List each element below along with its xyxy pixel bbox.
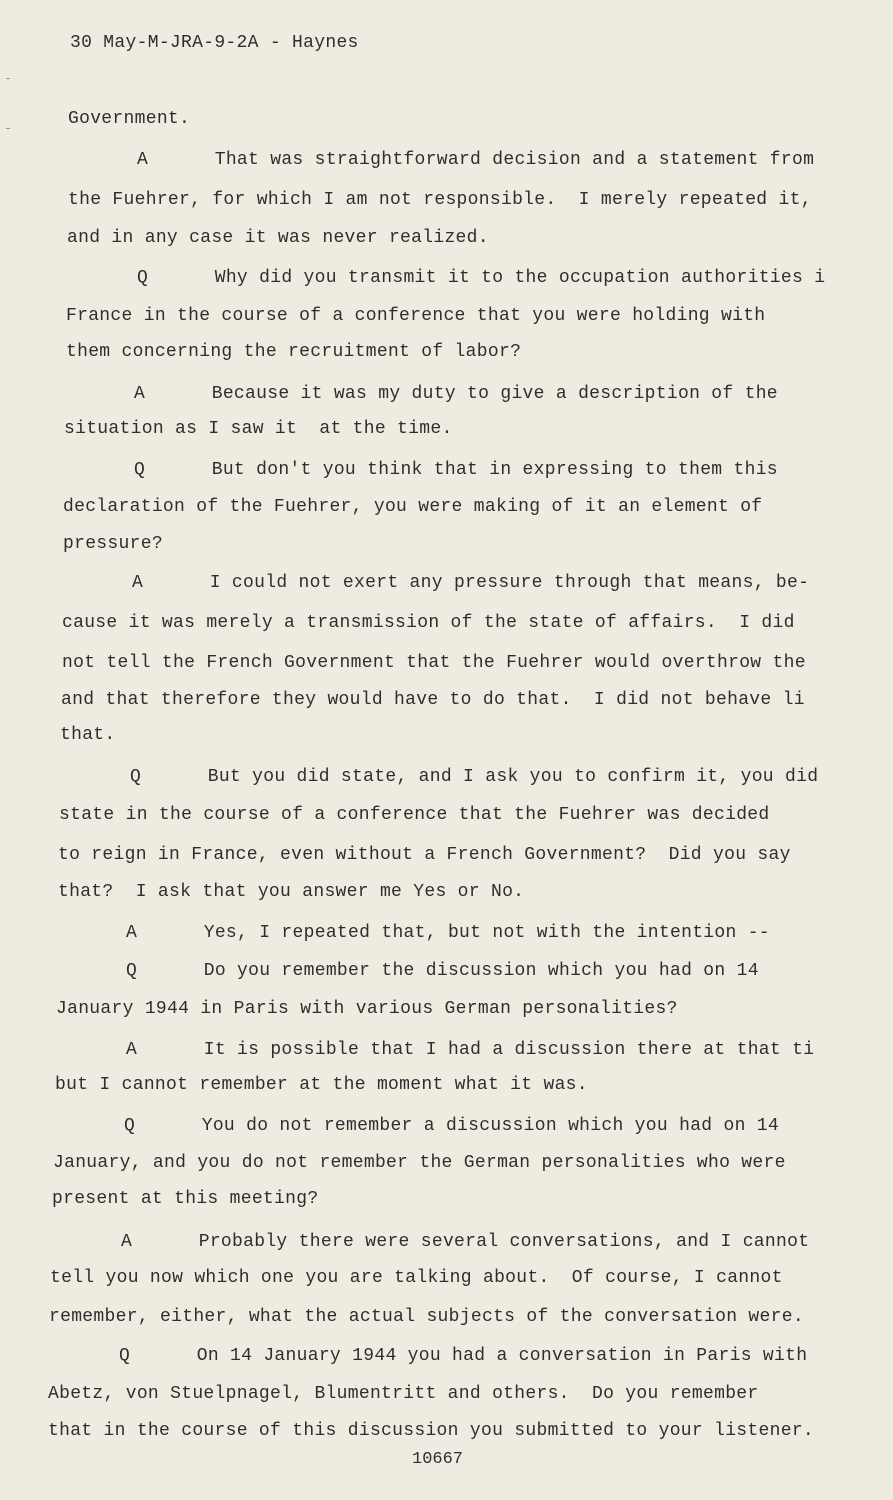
text-line: pressure? bbox=[63, 534, 163, 554]
text-line: present at this meeting? bbox=[52, 1189, 319, 1209]
edge-mark bbox=[6, 128, 10, 129]
text-line: A Probably there were several conversations, and I cannot bbox=[121, 1232, 810, 1252]
text-line: and that therefore they would have to do that. I did not behave li bbox=[61, 690, 805, 710]
text-line: A That was straightforward decision and a statement from bbox=[137, 150, 815, 170]
text-line: that in the course of this discussion you submitted to your listener. bbox=[48, 1421, 815, 1441]
text-line: January, and you do not remember the German personalities who were bbox=[53, 1153, 786, 1173]
edge-mark bbox=[6, 78, 10, 79]
text-line: remember, either, what the actual subjects of the conversation were. bbox=[49, 1307, 804, 1327]
text-line: Q Do you remember the discussion which you had on 14 bbox=[126, 961, 759, 981]
text-line: A It is possible that I had a discussion there at that ti bbox=[126, 1040, 815, 1060]
text-line: A Because it was my duty to give a description of the bbox=[134, 384, 778, 404]
page-header: 30 May-M-JRA-9-2A - Haynes bbox=[70, 33, 359, 53]
text-line: Q On 14 January 1944 you had a conversation in Paris with bbox=[119, 1346, 808, 1366]
text-line: them concerning the recruitment of labor? bbox=[66, 342, 522, 362]
text-line: Q But don't you think that in expressing to them this bbox=[134, 460, 778, 480]
text-line: state in the course of a conference that the Fuehrer was decided bbox=[59, 805, 770, 825]
text-line: Q Why did you transmit it to the occupation authorities i bbox=[137, 268, 826, 288]
text-line: Abetz, von Stuelpnagel, Blumentritt and others. Do you remember bbox=[48, 1384, 759, 1404]
text-line: to reign in France, even without a French Government? Did you say bbox=[58, 845, 791, 865]
text-line: declaration of the Fuehrer, you were making of it an element of bbox=[63, 497, 763, 517]
text-line: the Fuehrer, for which I am not responsible. I merely repeated it, bbox=[68, 190, 812, 210]
text-line: and in any case it was never realized. bbox=[67, 228, 489, 248]
text-line: situation as I saw it at the time. bbox=[64, 419, 453, 439]
text-line: but I cannot remember at the moment what it was. bbox=[55, 1075, 588, 1095]
text-line: Q But you did state, and I ask you to confirm it, you did bbox=[130, 767, 819, 787]
text-line: tell you now which one you are talking about. Of course, I cannot bbox=[50, 1268, 783, 1288]
text-line: Government. bbox=[68, 109, 191, 129]
text-line: Q You do not remember a discussion which you had on 14 bbox=[124, 1116, 780, 1136]
text-line: not tell the French Government that the Fuehrer would overthrow the bbox=[62, 653, 806, 673]
page-number: 10667 bbox=[412, 1450, 464, 1469]
text-line: that? I ask that you answer me Yes or No. bbox=[58, 882, 525, 902]
text-line: cause it was merely a transmission of the state of affairs. I did bbox=[62, 613, 795, 633]
text-line: that. bbox=[60, 725, 116, 745]
text-line: A I could not exert any pressure through that means, be- bbox=[132, 573, 810, 593]
text-line: A Yes, I repeated that, but not with the intention -- bbox=[126, 923, 770, 943]
text-line: January 1944 in Paris with various German personalities? bbox=[56, 999, 678, 1019]
text-line: France in the course of a conference that you were holding with bbox=[66, 306, 766, 326]
